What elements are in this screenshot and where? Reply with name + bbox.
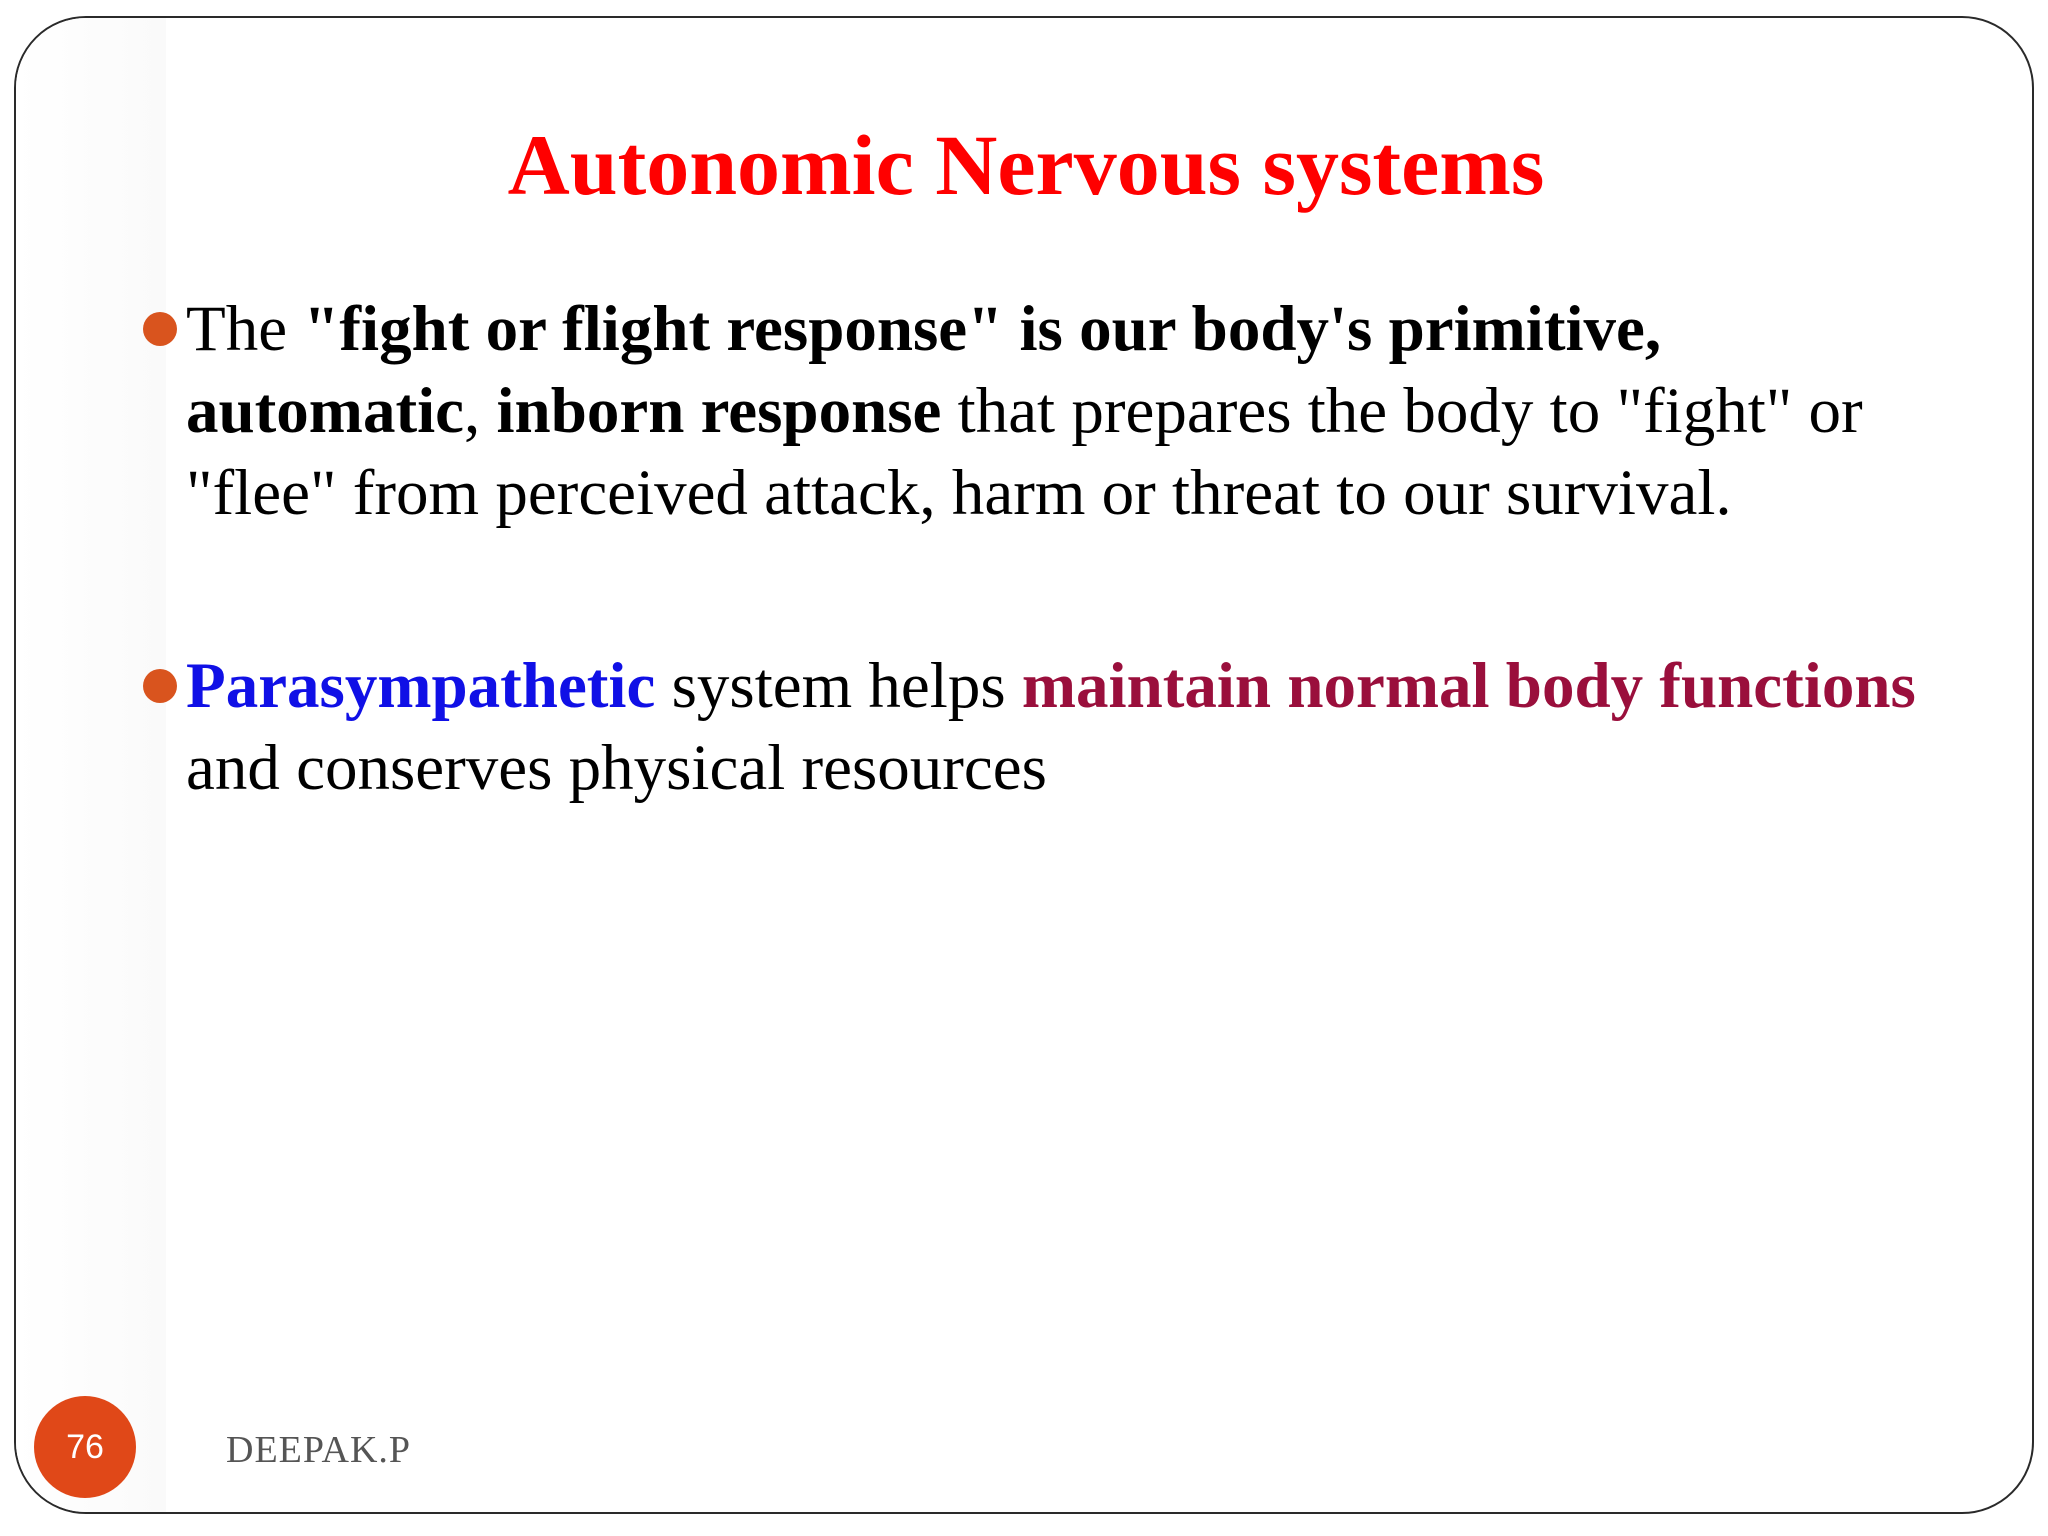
bullet-text-segment: system helps xyxy=(655,650,1022,722)
slide-frame xyxy=(14,16,2034,1514)
bullet-text-highlight-blue: Parasympathetic xyxy=(186,650,656,722)
bullet-item-parasympathetic xyxy=(186,645,1986,809)
bullet-text xyxy=(186,293,1863,529)
bullet-text-bold: automatic xyxy=(186,375,464,447)
slide-title: Autonomic Nervous systems xyxy=(507,117,1545,213)
bullet-dot-icon xyxy=(143,312,177,346)
bullet-text xyxy=(186,650,1916,804)
bullet-text-bold: "fight or flight response" is our body's primitive, xyxy=(303,293,1662,365)
bullet-dot-icon xyxy=(143,669,177,703)
left-shade xyxy=(16,18,166,1512)
bullet-text-segment: , xyxy=(464,375,497,447)
bullet-text-bold: inborn response xyxy=(496,375,942,447)
bullet-text-segment: The xyxy=(186,293,304,365)
bullet-text-segment: and conserves physical resources xyxy=(186,732,1047,804)
bullet-item-fight-or-flight xyxy=(186,288,1986,534)
page-number-badge: 76 xyxy=(34,1396,136,1498)
bullet-text-segment: that prepares the body to "fight" or "flee" from perceived attack, harm or threat to our survival. xyxy=(186,375,1863,529)
bullet-text-highlight-maroon: maintain normal body functions xyxy=(1021,650,1916,722)
author-footer: DEEPAK.P xyxy=(226,1429,412,1471)
